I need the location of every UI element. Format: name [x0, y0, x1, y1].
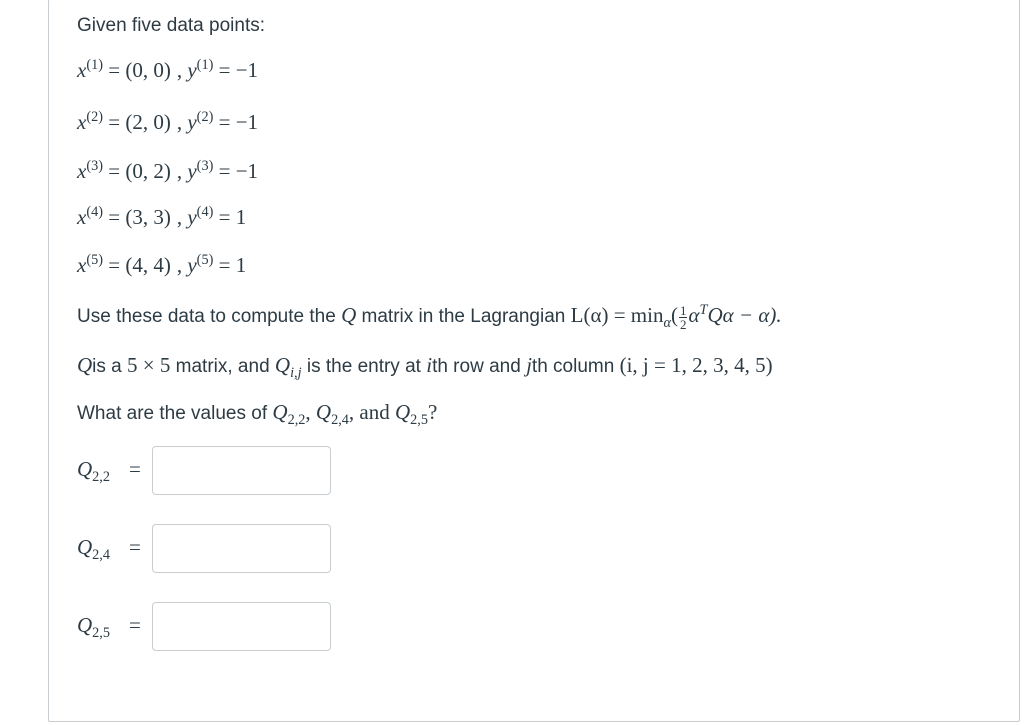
data-point-2: $x^{(2)} = (2$, 0) , $y^{(2)} = -1$ [77, 109, 259, 134]
answer-input-q22[interactable] [152, 446, 331, 495]
data-point-4: $x^{(4)} = (3$, 3) , $y^{(4)} = 1$ [77, 204, 247, 229]
question-line-matrix: Qis a 5 × 5 matrix, and $Q_{i,j}$ is the entry at ith row and jth column (i, j = 1, 2, 3, 4, 5) [77, 353, 773, 381]
answer-label: $Q_{2,5}$ [77, 613, 111, 641]
data-point-1: $x^{(1)} = (0$, 0) , $y^{(1)} = -1$ [77, 57, 259, 82]
answer-input-q24[interactable] [152, 524, 331, 573]
answer-row-q22: $Q_{2,2}$ = [77, 446, 337, 496]
data-point-3: $x^{(3)} = (0$, 2) , $y^{(3)} = -1$ [77, 158, 259, 183]
answer-row-q25: $Q_{2,5}$ = [77, 602, 337, 652]
answer-row-q24: $Q_{2,4}$ = [77, 524, 337, 574]
question-line-lagrangian: Use these data to compute the Q matrix in the Lagrangian $L(\alpha) = \min_\alpha$( $\frac{1}{2}$ $\alpha^TQ\alpha - \alpha$). [77, 302, 782, 332]
question-intro: Given five data points: [77, 15, 265, 36]
question-line-ask: What are the values of $Q_{2,2}$, $Q_{2,4}$, and $Q_{2,5}$? [77, 400, 438, 428]
data-point-5: $x^{(5)} = (4$, 4) , $y^{(5)} = 1$ [77, 252, 247, 277]
answer-label: $Q_{2,4}$ [77, 535, 111, 563]
answer-label: $Q_{2,2}$ [77, 457, 111, 485]
answer-input-q25[interactable] [152, 602, 331, 651]
